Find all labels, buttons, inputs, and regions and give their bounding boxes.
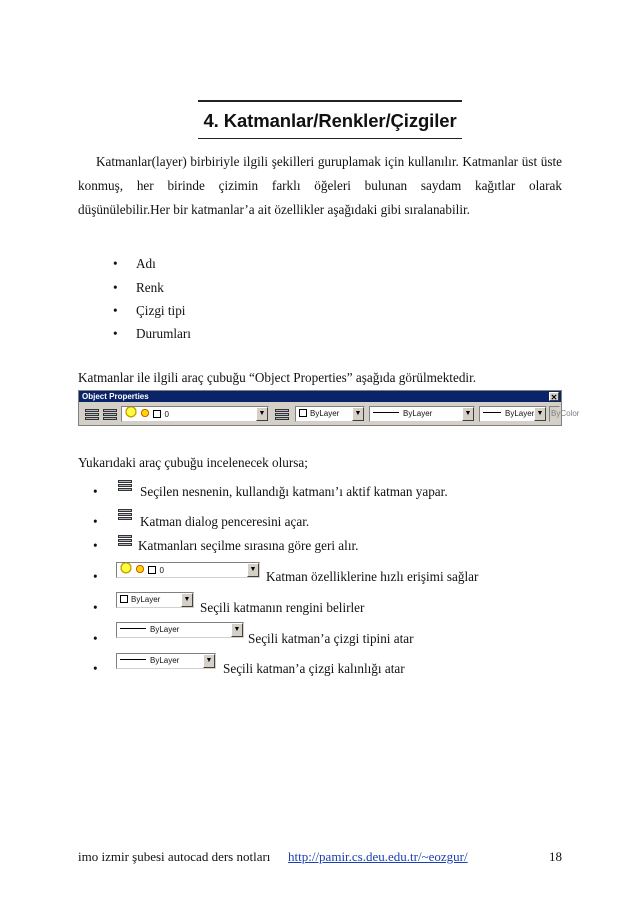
linetype-control-sample [116,622,244,638]
bullet: • [93,484,98,499]
bullet: • [113,303,118,318]
chevron-down-icon[interactable]: ▼ [352,407,364,421]
color-value: ByLayer [131,595,161,604]
lineweight-value: ByLayer [150,656,180,665]
footer-course-label: imo izmir şubesi autocad ders notları [78,849,271,864]
object-properties-toolbar [78,390,580,426]
chevron-down-icon[interactable]: ▼ [256,407,268,421]
chevron-down-icon[interactable]: ▼ [534,407,546,421]
chevron-down-icon: ▼ [203,654,215,668]
property-label: Renk [136,280,164,295]
plotstyle-value: ByColor [551,409,580,418]
bullet: • [113,280,118,295]
layer-manager-icon [116,506,134,522]
intro-text: Katmanlar(layer) birbiriyle ilgili şekilleri guruplamak için kullanılır. Katmanlar üst üste konmuş, her birinde çizimin farklı öğeleri bulunan saydam kağıtlar olarak düşünülebilir.Her bir katmanlar’a ait özellikler aşağıdaki gibi sıralanabilir. [78,154,562,217]
heading-block [198,100,462,139]
linetype-value: ByLayer [403,409,433,418]
bullet: • [93,538,98,553]
layer-control-dropdown[interactable] [121,406,269,422]
explanation-text: Katmanları seçilme sırasına göre geri alır. [138,538,359,553]
color-value: ByLayer [310,409,340,418]
chevron-down-icon: ▼ [231,623,243,637]
explanation-text: Seçili katman’a çizgi tipini atar [248,631,414,646]
heading-rule-bottom [198,138,462,140]
line-sample-icon [120,659,146,660]
bullet: • [93,569,98,584]
toolbar-row [79,402,580,426]
sun-icon [139,407,151,419]
intro-paragraph [78,150,562,222]
color-swatch-icon [299,409,307,417]
layer-control-sample [116,562,260,578]
property-label: Çizgi tipi [136,303,186,318]
explanation-text: Seçili katman’a çizgi kalınlığı atar [223,661,405,676]
layer-value: 0 [164,410,169,419]
lineweight-control-dropdown[interactable] [479,406,547,422]
color-control-sample [116,592,194,608]
lightbulb-icon [120,563,132,575]
property-label: Adı [136,256,156,271]
lightbulb-icon [125,407,137,419]
bullet: • [113,326,118,341]
make-current-layer-icon [116,477,134,493]
sun-icon [134,563,146,575]
plotstyle-control-dropdown [549,406,580,422]
color-swatch-icon [148,566,156,574]
make-current-layer-icon[interactable] [83,406,101,422]
property-label: Durumları [136,326,191,341]
chevron-down-icon: ▼ [247,563,259,577]
chevron-down-icon: ▼ [181,593,193,607]
color-swatch-icon [153,410,161,418]
toolbar-intro-text: Katmanlar ile ilgili araç çubuğu “Object Properties” aşağıda görülmektedir. [78,370,477,385]
linetype-control-dropdown[interactable] [369,406,475,422]
footer-link[interactable]: http://pamir.cs.deu.edu.tr/~eozgur/ [288,849,468,864]
layer-previous-icon [116,532,134,548]
explanation-text: Katman dialog penceresini açar. [140,514,310,529]
lineweight-control-sample [116,653,216,669]
line-sample-icon [373,412,399,413]
line-sample-icon [483,412,501,413]
bullet: • [113,256,118,271]
chevron-down-icon[interactable]: ▼ [462,407,474,421]
explanation-text: Katman özelliklerine hızlı erişimi sağlar [266,569,479,584]
lineweight-value: ByLayer [505,409,535,418]
layer-value: 0 [159,566,164,575]
page-heading: 4. Katmanlar/Renkler/Çizgiler [203,109,457,131]
line-sample-icon [120,628,146,629]
bullet: • [93,600,98,615]
bullet: • [93,661,98,676]
toolbar-title: Object Properties [82,392,149,401]
page-number: 18 [549,849,562,864]
explanation-text: Seçilen nesnenin, kullandığı katmanı’ı aktif katman yapar. [140,484,448,499]
toolbar-titlebar[interactable] [79,391,561,402]
explanation-text: Seçili katmanın rengini belirler [200,600,365,615]
color-control-dropdown[interactable] [295,406,365,422]
close-icon[interactable]: ✕ [550,393,558,402]
bullet: • [93,631,98,646]
layer-manager-icon[interactable] [101,406,119,422]
color-swatch-icon [120,595,128,603]
explain-intro-text: Yukarıdaki araç çubuğu incelenecek olursa; [78,455,308,470]
bullet: • [93,514,98,529]
linetype-value: ByLayer [150,625,180,634]
layer-previous-icon[interactable] [273,406,291,422]
